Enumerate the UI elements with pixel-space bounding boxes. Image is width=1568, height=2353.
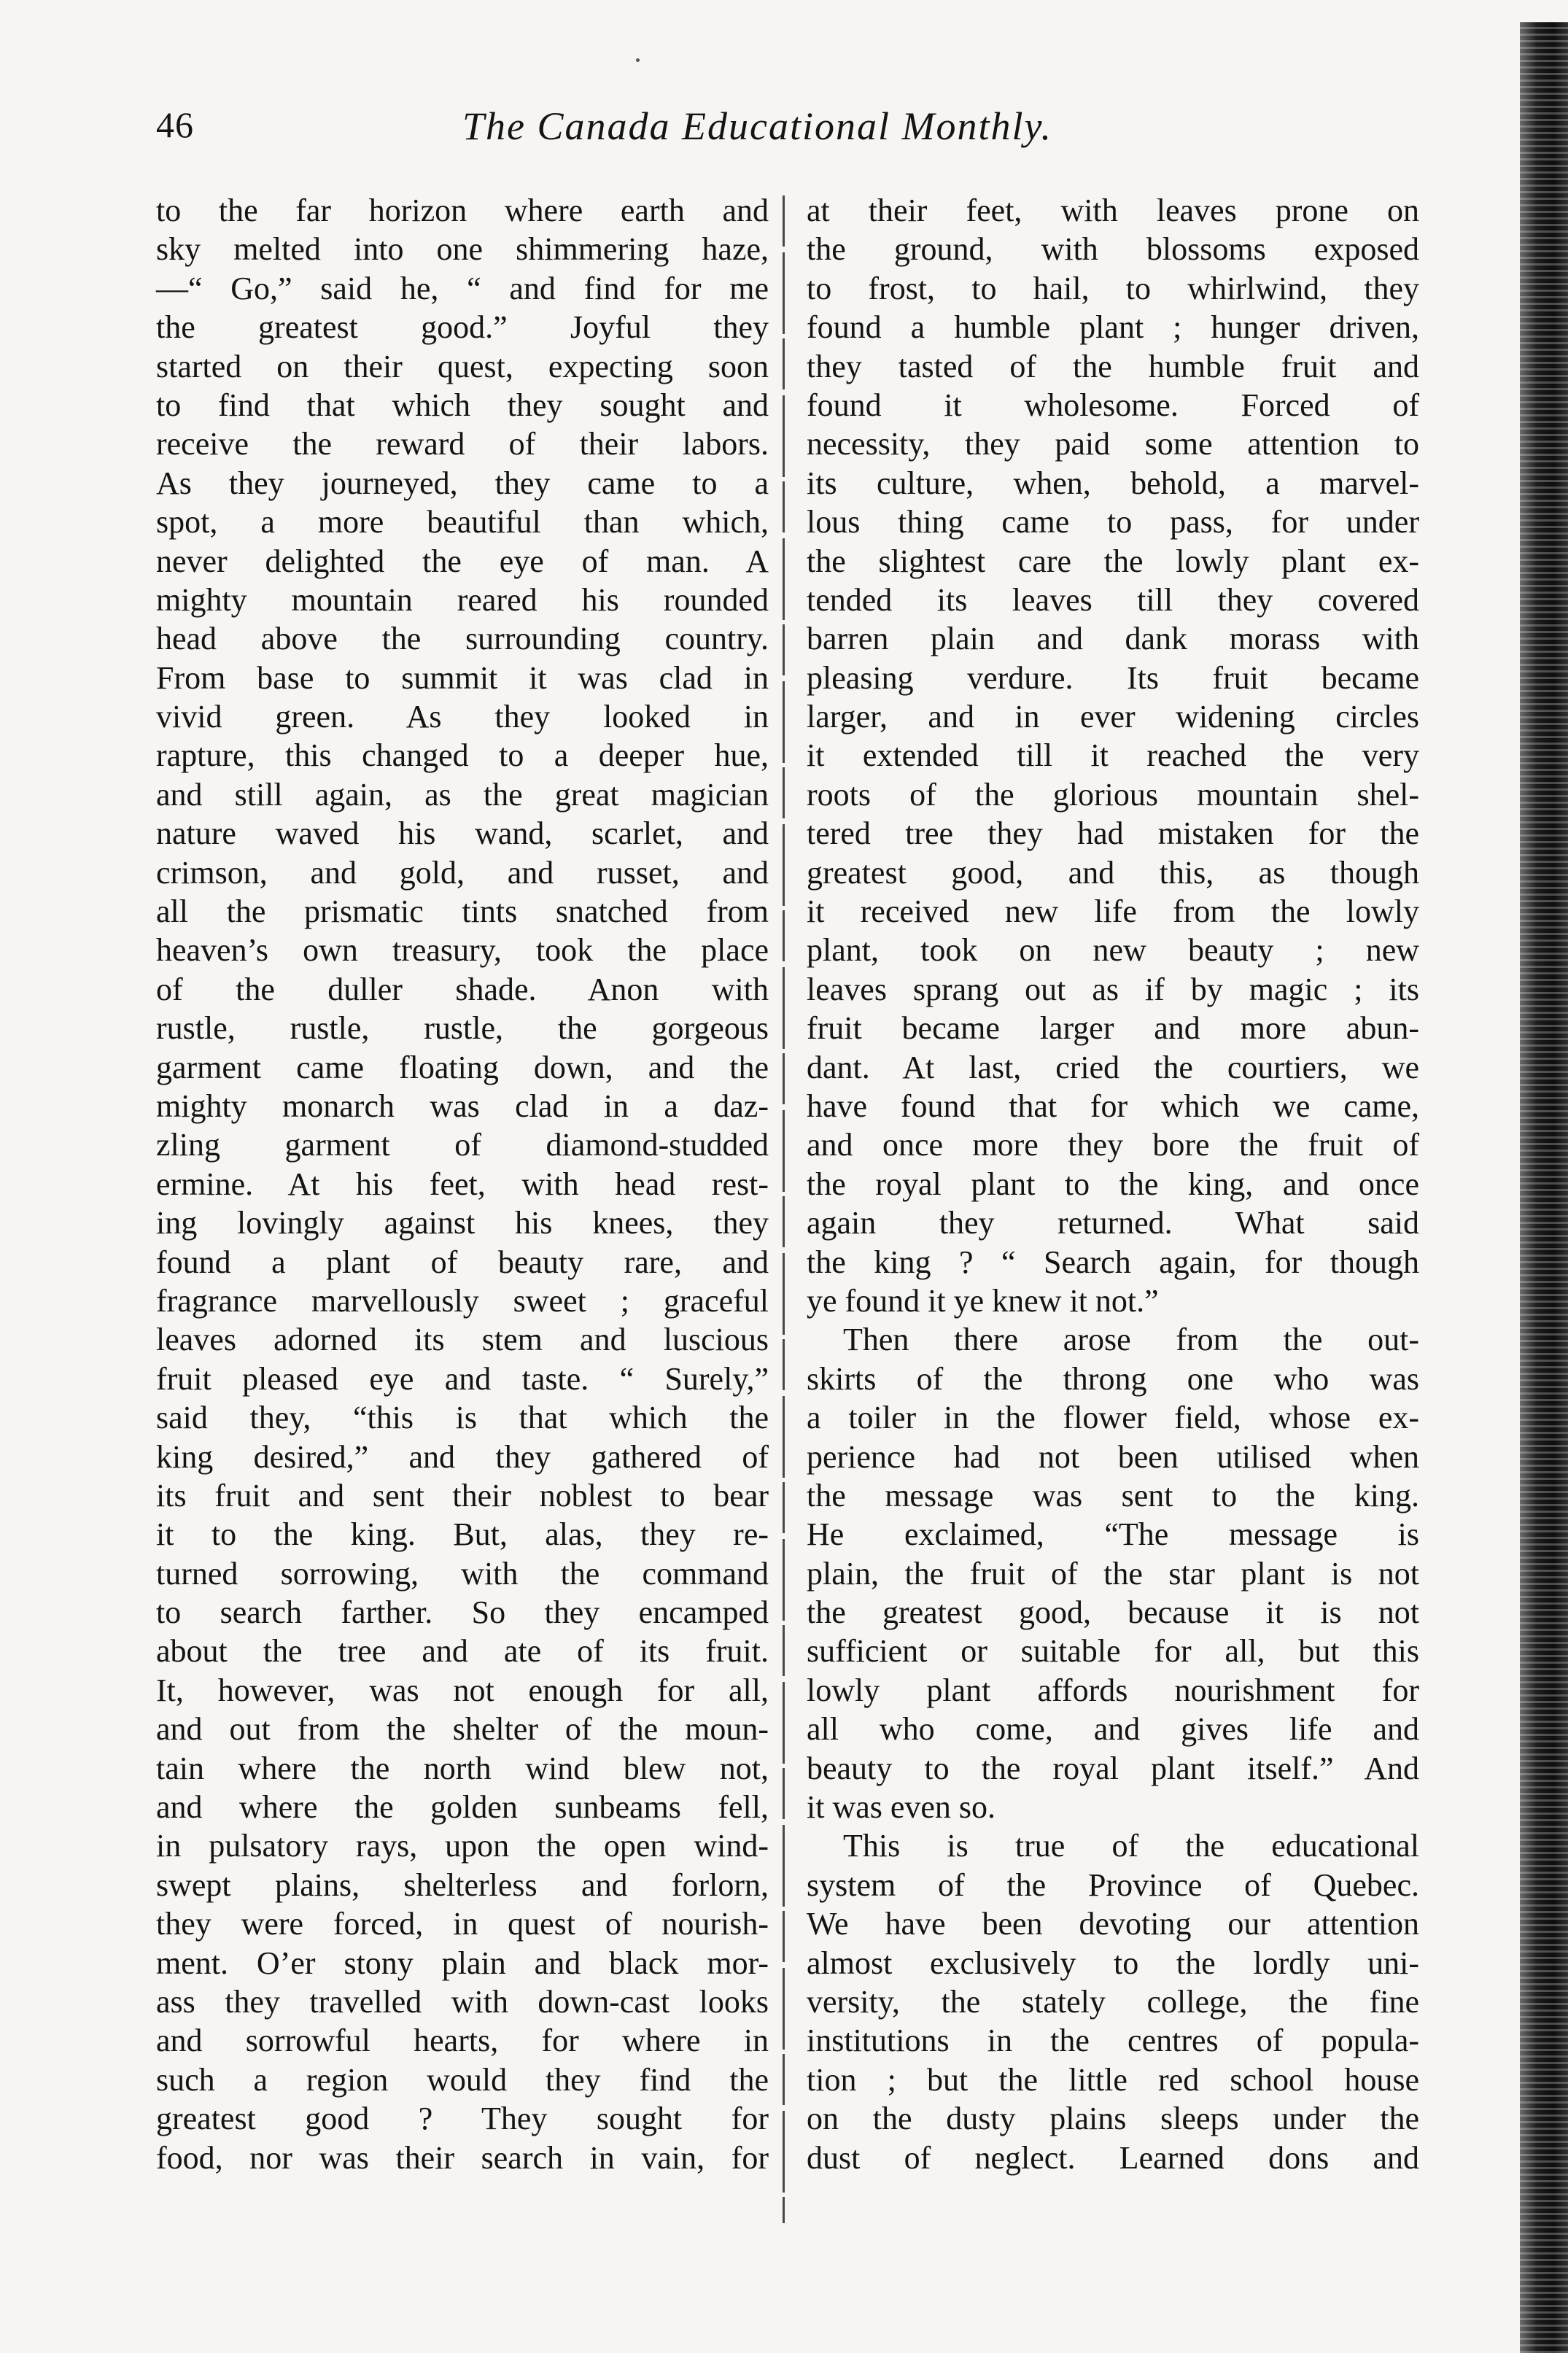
text-line: leaves sprang out as if by magic ; its bbox=[807, 971, 1419, 1007]
text-line: a toiler in the flower field, whose ex- bbox=[807, 1400, 1419, 1436]
text-line: the greatest good, because it is not bbox=[807, 1594, 1419, 1631]
text-line: leaves adorned its stem and luscious bbox=[156, 1322, 769, 1358]
text-line: ye found it ye knew it not.” bbox=[807, 1282, 1159, 1319]
text-line: the slightest care the lowly plant ex- bbox=[807, 543, 1419, 579]
text-line: beauty to the royal plant itself.” And bbox=[807, 1750, 1419, 1786]
text-line: dant. At last, cried the courtiers, we bbox=[807, 1049, 1419, 1085]
text-line: skirts of the throng one who was bbox=[807, 1360, 1419, 1397]
text-line: plain, the fruit of the star plant is not bbox=[807, 1555, 1419, 1592]
page-header bbox=[156, 96, 1221, 162]
text-line: sky melted into one shimmering haze, bbox=[156, 231, 769, 268]
text-line: greatest good ? They sought for bbox=[156, 2101, 769, 2137]
text-line: larger, and in ever widening circles bbox=[807, 699, 1419, 735]
text-line: and out from the shelter of the moun- bbox=[156, 1711, 769, 1748]
text-line: it to the king. But, alas, they re- bbox=[156, 1516, 769, 1553]
text-line: necessity, they paid some attention to bbox=[807, 426, 1419, 462]
text-line: found a humble plant ; hunger driven, bbox=[807, 309, 1419, 346]
text-line: rapture, this changed to a deeper hue, bbox=[156, 737, 769, 774]
text-line: it was even so. bbox=[807, 1789, 996, 1826]
text-line: lowly plant affords nourishment for bbox=[807, 1672, 1419, 1708]
text-line: rustle, rustle, rustle, the gorgeous bbox=[156, 1010, 769, 1047]
text-line: king desired,” and they gathered of bbox=[156, 1438, 769, 1475]
book-binding-edge bbox=[1520, 22, 1568, 2353]
text-line: its culture, when, behold, a marvel- bbox=[807, 465, 1419, 501]
text-line: plant, took on new beauty ; new bbox=[807, 932, 1419, 969]
text-line: again they returned. What said bbox=[807, 1205, 1419, 1241]
print-speck bbox=[636, 58, 640, 62]
text-line: to frost, to hail, to whirlwind, they bbox=[807, 270, 1419, 306]
text-line: of the duller shade. Anon with bbox=[156, 971, 769, 1007]
text-line: and where the golden sunbeams fell, bbox=[156, 1789, 769, 1826]
text-line: tion ; but the little red school house bbox=[807, 2061, 1419, 2098]
text-line: ass they travelled with down-cast looks bbox=[156, 1983, 769, 2020]
text-line: it received new life from the lowly bbox=[807, 893, 1419, 930]
text-line: such a region would they find the bbox=[156, 2061, 769, 2098]
text-line: they tasted of the humble fruit and bbox=[807, 348, 1419, 384]
text-line: the royal plant to the king, and once bbox=[807, 1166, 1419, 1202]
text-line: and once more they bore the fruit of bbox=[807, 1127, 1419, 1163]
text-line: to the far horizon where earth and bbox=[156, 193, 769, 228]
text-line: roots of the glorious mountain shel- bbox=[807, 776, 1419, 813]
text-line: the greatest good.” Joyful they bbox=[156, 309, 769, 346]
text-line: spot, a more beautiful than which, bbox=[156, 504, 769, 540]
text-line: lous thing came to pass, for under bbox=[807, 504, 1419, 540]
text-line: ment. O’er stony plain and black mor- bbox=[156, 1945, 769, 1981]
text-line: From base to summit it was clad in bbox=[156, 659, 769, 696]
text-line: fruit pleased eye and taste. “ Surely,” bbox=[156, 1360, 769, 1397]
text-line: perience had not been utilised when bbox=[807, 1438, 1419, 1475]
text-line: dust of neglect. Learned dons and bbox=[807, 2139, 1419, 2176]
text-line: turned sorrowing, with the command bbox=[156, 1555, 769, 1592]
text-line: As they journeyed, they came to a bbox=[156, 465, 769, 501]
text-line: Then there arose from the out- bbox=[843, 1322, 1419, 1358]
text-line: at their feet, with leaves prone on bbox=[807, 193, 1419, 228]
text-line: ermine. At his feet, with head rest- bbox=[156, 1166, 769, 1202]
text-line: —“ Go,” said he, “ and find for me bbox=[156, 270, 769, 306]
text-line: in pulsatory rays, upon the open wind- bbox=[156, 1828, 769, 1864]
text-line: started on their quest, expecting soon bbox=[156, 348, 769, 384]
text-line: It, however, was not enough for all, bbox=[156, 1672, 769, 1708]
right-text-column bbox=[807, 191, 1419, 2177]
text-line: He exclaimed, “The message is bbox=[807, 1516, 1419, 1553]
left-text-column bbox=[156, 191, 769, 2177]
text-line: have found that for which we came, bbox=[807, 1088, 1419, 1124]
text-line: fruit became larger and more abun- bbox=[807, 1010, 1419, 1047]
text-line: We have been devoting our attention bbox=[807, 1906, 1419, 1942]
text-line: mighty mountain reared his rounded bbox=[156, 581, 769, 618]
text-line: fragrance marvellously sweet ; graceful bbox=[156, 1282, 769, 1319]
text-line: and sorrowful hearts, for where in bbox=[156, 2023, 769, 2059]
text-line: to find that which they sought and bbox=[156, 387, 769, 423]
text-line: almost exclusively to the lordly uni- bbox=[807, 1945, 1419, 1981]
running-title: The Canada Educational Monthly. bbox=[462, 104, 1052, 148]
text-line: said they, “this is that which the bbox=[156, 1400, 769, 1436]
text-line: greatest good, and this, as though bbox=[807, 854, 1419, 891]
text-line: found it wholesome. Forced of bbox=[807, 387, 1419, 423]
text-line: to search farther. So they encamped bbox=[156, 1594, 769, 1631]
text-line: tended its leaves till they covered bbox=[807, 581, 1419, 618]
text-line: tain where the north wind blew not, bbox=[156, 1750, 769, 1786]
text-line: and still again, as the great magician bbox=[156, 776, 769, 813]
text-line: head above the surrounding country. bbox=[156, 621, 769, 657]
column-divider-rule bbox=[783, 195, 785, 2223]
text-line: nature waved his wand, scarlet, and bbox=[156, 815, 769, 852]
text-line: about the tree and ate of its fruit. bbox=[156, 1633, 769, 1670]
text-line: garment came floating down, and the bbox=[156, 1049, 769, 1085]
text-line: all who come, and gives life and bbox=[807, 1711, 1419, 1748]
text-line: its fruit and sent their noblest to bear bbox=[156, 1477, 769, 1513]
text-line: found a plant of beauty rare, and bbox=[156, 1244, 769, 1280]
text-line: the ground, with blossoms exposed bbox=[807, 231, 1419, 268]
text-line: This is true of the educational bbox=[843, 1828, 1419, 1864]
page-number: 46 bbox=[156, 104, 194, 145]
text-line: heaven’s own treasury, took the place bbox=[156, 932, 769, 969]
text-line: tered tree they had mistaken for the bbox=[807, 815, 1419, 852]
text-line: on the dusty plains sleeps under the bbox=[807, 2101, 1419, 2137]
text-line: swept plains, shelterless and forlorn, bbox=[156, 1866, 769, 1903]
text-line: never delighted the eye of man. A bbox=[156, 543, 769, 579]
text-line: barren plain and dank morass with bbox=[807, 621, 1419, 657]
text-line: all the prismatic tints snatched from bbox=[156, 893, 769, 930]
text-line: they were forced, in quest of nourish- bbox=[156, 1906, 769, 1942]
text-line: the king ? “ Search again, for though bbox=[807, 1244, 1419, 1280]
text-line: zling garment of diamond-studded bbox=[156, 1127, 769, 1163]
text-line: vivid green. As they looked in bbox=[156, 699, 769, 735]
text-line: mighty monarch was clad in a daz- bbox=[156, 1088, 769, 1124]
text-line: receive the reward of their labors. bbox=[156, 426, 769, 462]
text-line: crimson, and gold, and russet, and bbox=[156, 854, 769, 891]
text-line: sufficient or suitable for all, but this bbox=[807, 1633, 1419, 1670]
text-line: institutions in the centres of popula- bbox=[807, 2023, 1419, 2059]
text-line: it extended till it reached the very bbox=[807, 737, 1419, 774]
text-line: the message was sent to the king. bbox=[807, 1477, 1419, 1513]
text-line: system of the Province of Quebec. bbox=[807, 1866, 1419, 1903]
text-line: pleasing verdure. Its fruit became bbox=[807, 659, 1419, 696]
text-line: food, nor was their search in vain, for bbox=[156, 2139, 769, 2176]
text-line: ing lovingly against his knees, they bbox=[156, 1205, 769, 1241]
text-line: versity, the stately college, the fine bbox=[807, 1983, 1419, 2020]
